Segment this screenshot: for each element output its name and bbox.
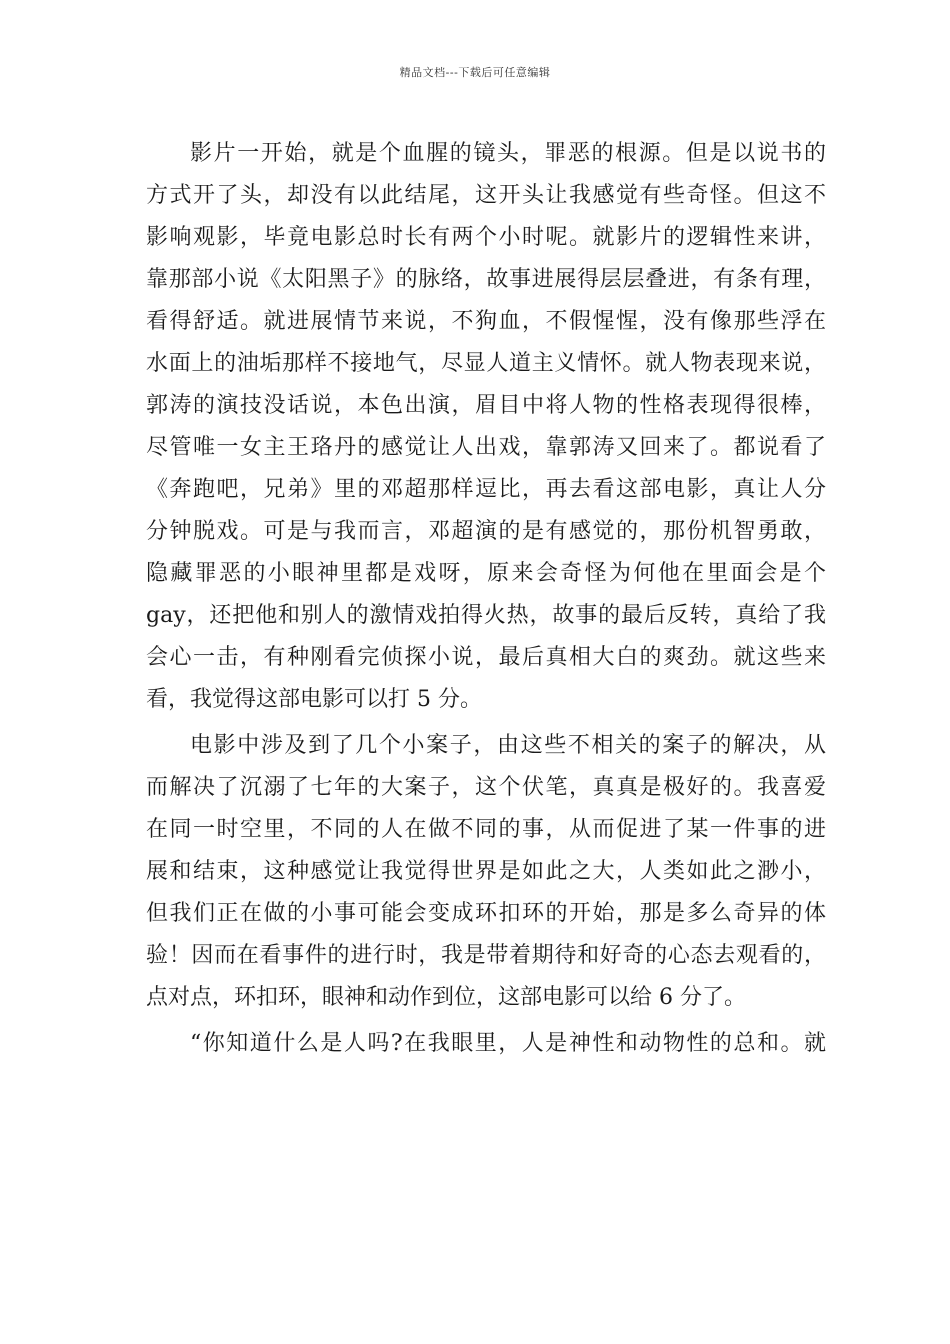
text-line: 展和结束，这种感觉让我觉得世界是如此之大，人类如此之渺小，: [146, 859, 826, 884]
paragraph-2: [146, 725, 826, 1019]
text-line: 电影中涉及到了几个小案子，由这些不相关的案子的解决，从: [190, 733, 826, 758]
text-line: 尽管唯一女主王珞丹的感觉让人出戏，靠郭涛又回来了。都说看了: [146, 435, 826, 460]
text-line: 分钟脱戏。可是与我而言，邓超演的是有感觉的，那份机智勇敢，: [146, 519, 826, 544]
text-line: “你知道什么是人吗?在我眼里，人是神性和动物性的总和。就: [190, 1031, 826, 1056]
text-line: gay，还把他和别人的激情戏拍得火热，故事的最后反转，真给了我: [146, 603, 826, 628]
text-line: 水面上的油垢那样不接地气，尽显人道主义情怀。就人物表现来说，: [146, 351, 826, 376]
text-line: 在同一时空里，不同的人在做不同的事，从而促进了某一件事的进: [146, 817, 826, 842]
text-line: 方式开了头，却没有以此结尾，这开头让我感觉有些奇怪。但这不: [146, 183, 826, 208]
text-line: 影片一开始，就是个血腥的镜头，罪恶的根源。但是以说书的: [190, 141, 826, 166]
text-line: 会心一击，有种刚看完侦探小说，最后真相大白的爽劲。就这些来: [146, 645, 826, 670]
text-line: 看，我觉得这部电影可以打 5 分。: [146, 687, 482, 712]
text-line: 影响观影，毕竟电影总时长有两个小时呢。就影片的逻辑性来讲，: [146, 225, 826, 250]
text-line: 验！因而在看事件的进行时，我是带着期待和好奇的心态去观看的，: [146, 943, 826, 968]
document-body: [146, 133, 826, 1065]
page-header: 精品文档---下载后可任意编辑: [399, 66, 551, 79]
text-line: 《奔跑吧，兄弟》里的邓超那样逗比，再去看这部电影，真让人分: [146, 477, 826, 502]
paragraph-3: [146, 1023, 826, 1065]
paragraph-1: [146, 133, 826, 721]
text-line: 隐藏罪恶的小眼神里都是戏呀，原来会奇怪为何他在里面会是个: [146, 561, 826, 586]
text-line: 郭涛的演技没话说，本色出演，眉目中将人物的性格表现得很棒，: [146, 393, 826, 418]
text-line: 点对点，环扣环，眼神和动作到位，这部电影可以给 6 分了。: [146, 985, 746, 1010]
text-line: 但我们正在做的小事可能会变成环扣环的开始，那是多么奇异的体: [146, 901, 826, 926]
text-line: 而解决了沉溺了七年的大案子，这个伏笔，真真是极好的。我喜爱: [146, 775, 826, 800]
text-line: 看得舒适。就进展情节来说，不狗血，不假惺惺，没有像那些浮在: [146, 309, 826, 334]
text-line: 靠那部小说《太阳黑子》的脉络，故事进展得层层叠进，有条有理，: [146, 267, 826, 292]
